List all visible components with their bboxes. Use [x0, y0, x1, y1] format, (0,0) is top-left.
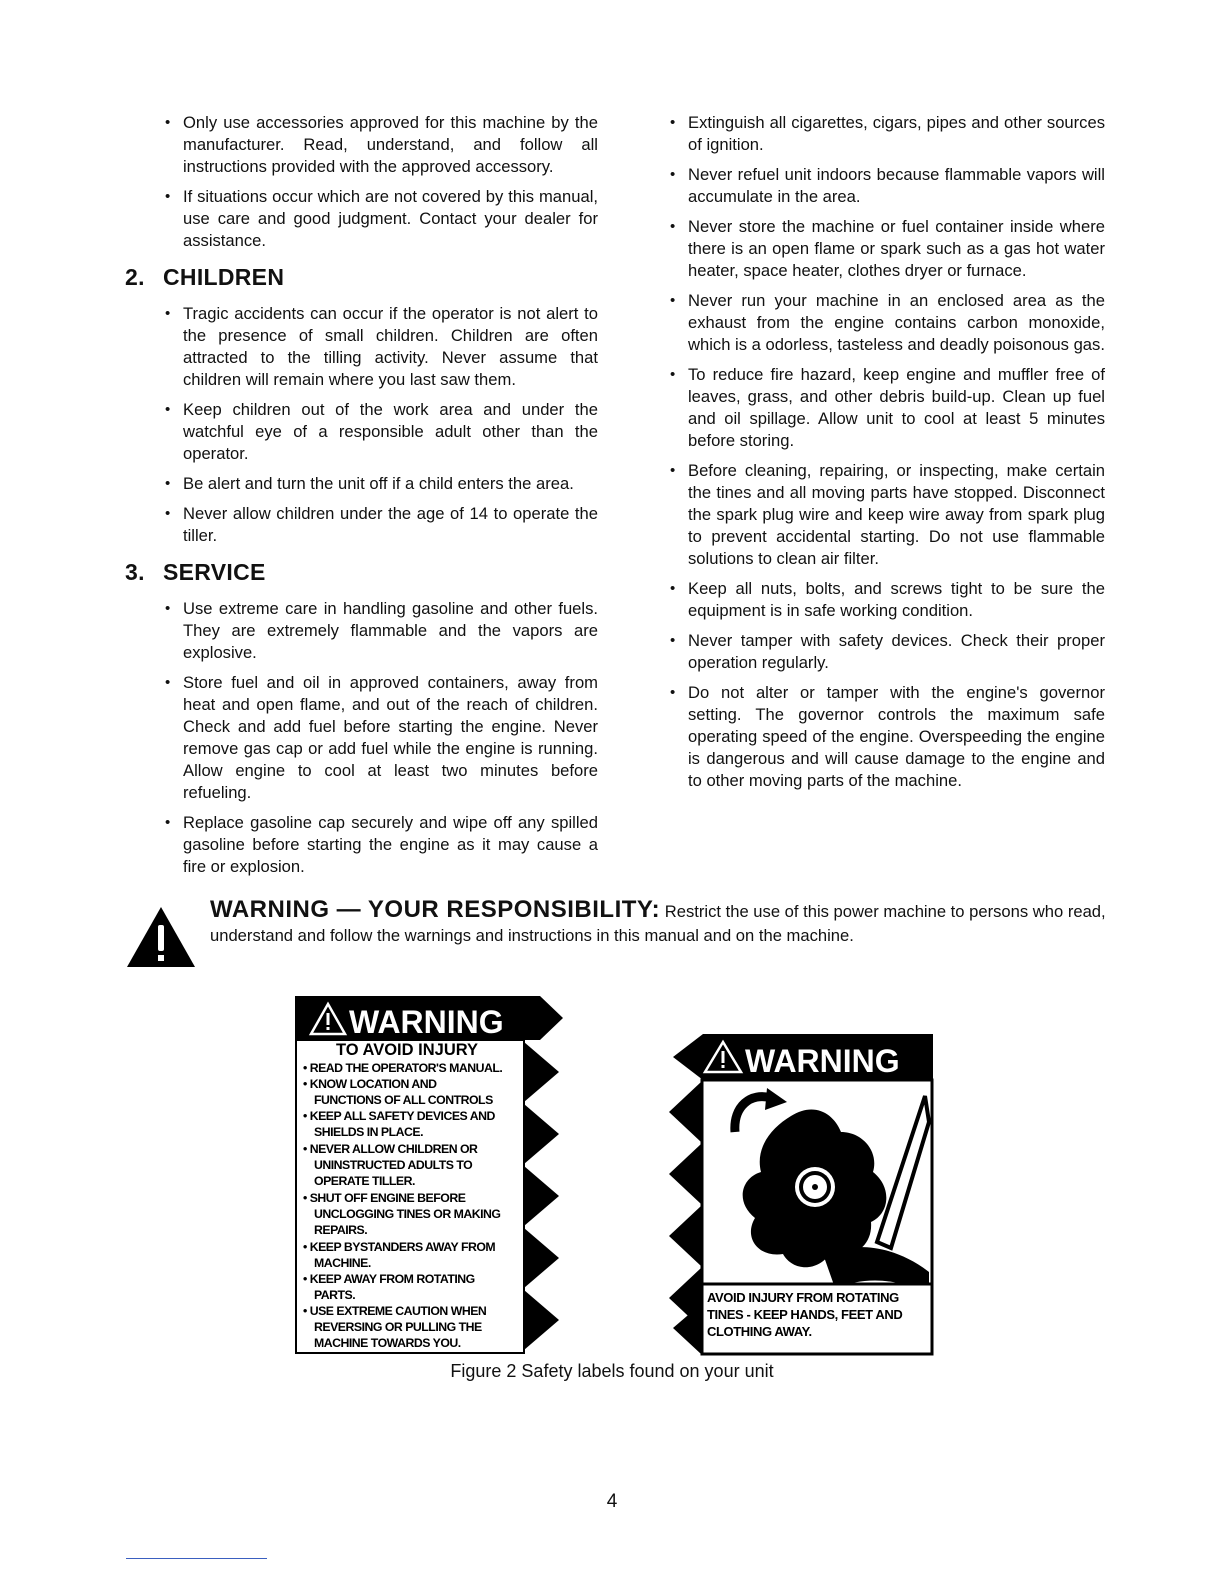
label-title: WARNING — [349, 1004, 504, 1040]
list-item: • Extinguish all cigarettes, cigars, pipes and other sources of ignition. — [668, 112, 1105, 156]
label-chevrons — [669, 1082, 701, 1354]
list-item: • Keep all nuts, bolts, and screws tight to be sure the equipment is in safe working condition. — [668, 578, 1105, 622]
label-line: AVOID INJURY FROM ROTATING — [707, 1290, 899, 1305]
list-item: • Never refuel unit indoors because flammable vapors will accumulate in the area. — [668, 164, 1105, 208]
section-number: 2. — [125, 264, 145, 290]
label-line: • USE EXTREME CAUTION WHEN — [303, 1304, 487, 1318]
list-item: • Tragic accidents can occur if the operator is not alert to the presence of small children. Children are often attracted to the tilling activity. Never assume that children will remain where you last saw them. — [163, 303, 598, 391]
section-heading-service — [125, 559, 598, 586]
section-title: CHILDREN — [163, 264, 285, 290]
intro-bullet-list — [163, 112, 598, 252]
safety-label-rotating-tines — [663, 1032, 935, 1356]
label-line: MACHINE. — [314, 1256, 371, 1270]
label-line: CLOTHING AWAY. — [707, 1324, 812, 1339]
list-item: • Use extreme care in handling gasoline and other fuels. They are extremely flammable and the vapors are explosive. — [163, 598, 598, 664]
list-item: • To reduce fire hazard, keep engine and muffler free of leaves, grass, and other debris build-up. Clean up fuel and oil spillage. Allow unit to cool at least 5 minutes before storing. — [668, 364, 1105, 452]
list-item: • Keep children out of the work area and under the watchful eye of a responsible adult other than the operator. — [163, 399, 598, 465]
section-heading-children — [125, 264, 598, 291]
section-title: SERVICE — [163, 559, 266, 585]
label-line: PARTS. — [314, 1288, 356, 1302]
label-line: • NEVER ALLOW CHILDREN OR — [303, 1142, 478, 1156]
warning-triangle-icon — [125, 905, 197, 969]
list-item: • Never run your machine in an enclosed area as the exhaust from the engine contains carbon monoxide, which is a odorless, tasteless and deadly poisonous gas. — [668, 290, 1105, 356]
list-item: • Replace gasoline cap securely and wipe off any spilled gasoline before starting the engine as it may cause a fire or explosion. — [163, 812, 598, 878]
list-item: • Never tamper with safety devices. Check their proper operation regularly. — [668, 630, 1105, 674]
page-number: 4 — [606, 1491, 618, 1512]
label-line: OPERATE TILLER. — [314, 1174, 415, 1188]
label-line: TINES - KEEP HANDS, FEET AND — [707, 1307, 903, 1322]
section-number: 3. — [125, 559, 145, 585]
label-title: WARNING — [745, 1043, 900, 1079]
figure-caption: Figure 2 Safety labels found on your unit — [450, 1361, 774, 1381]
list-item: • Do not alter or tamper with the engine's governor setting. The governor controls the maximum safe operating speed of the engine. Overspeeding the engine is dangerous and will cause damage to the engine and to other moving parts of the machine. — [668, 682, 1105, 792]
right-column — [668, 112, 1105, 800]
list-item: • Before cleaning, repairing, or inspecting, make certain the tines and all moving parts have stopped. Disconnect the spark plug wire and keep wire away from spark plug to prevent accidental starting. Do not use flammable solutions to clean air filter. — [668, 460, 1105, 570]
label-subtitle: TO AVOID INJURY — [335, 1041, 479, 1059]
label-line: UNCLOGGING TINES OR MAKING — [314, 1207, 501, 1221]
label-line: • KNOW LOCATION AND — [303, 1077, 437, 1091]
label-line: SHIELDS IN PLACE. — [314, 1125, 424, 1139]
label-line: • SHUT OFF ENGINE BEFORE — [303, 1191, 466, 1205]
safety-label-to-avoid-injury — [295, 996, 563, 1354]
list-item: • If situations occur which are not covered by this manual, use care and good judgment. Contact your dealer for assistance. — [163, 186, 598, 252]
label-line: UNINSTRUCTED ADULTS TO — [314, 1158, 473, 1172]
label-line: REVERSING OR PULLING THE — [314, 1320, 482, 1334]
label-line: • KEEP ALL SAFETY DEVICES AND — [303, 1109, 495, 1123]
label-line: • KEEP BYSTANDERS AWAY FROM — [303, 1240, 496, 1254]
service-bullet-list — [163, 598, 598, 878]
list-item: • Only use accessories approved for this machine by the manufacturer. Read, understand, and follow all instructions provided with the approved accessory. — [163, 112, 598, 178]
responsibility-heading: WARNING — YOUR RESPONSIBILITY: — [210, 896, 661, 923]
label-chevrons — [524, 1042, 559, 1350]
list-item: • Store fuel and oil in approved containers, away from heat and open flame, and out of the reach of children. Check and add fuel before starting the engine. Never remove gas cap or add fuel while the engine is running. Allow engine to cool at least two minutes before refueling. — [163, 672, 598, 804]
label-line: FUNCTIONS OF ALL CONTROLS — [314, 1093, 493, 1107]
responsibility-text: Restrict the use of this power machine to persons who read, understand and follow the warnings and instructions in this manual and on the machine. — [210, 902, 1106, 945]
fire-safety-bullet-list — [668, 112, 1105, 792]
label-line: REPAIRS. — [314, 1223, 368, 1237]
label-line: • KEEP AWAY FROM ROTATING — [303, 1272, 475, 1286]
children-bullet-list — [163, 303, 598, 547]
label-line: • READ THE OPERATOR'S MANUAL. — [303, 1061, 503, 1075]
list-item: • Never allow children under the age of 14 to operate the tiller. — [163, 503, 598, 547]
label-line: MACHINE TOWARDS YOU. — [314, 1336, 461, 1350]
list-item: • Be alert and turn the unit off if a child enters the area. — [163, 473, 598, 495]
footer-rule — [126, 1558, 267, 1559]
responsibility-warning — [210, 898, 1110, 948]
left-column — [125, 112, 598, 886]
list-item: • Never store the machine or fuel container inside where there is an open flame or spark such as a gas hot water heater, space heater, clothes dryer or furnace. — [668, 216, 1105, 282]
